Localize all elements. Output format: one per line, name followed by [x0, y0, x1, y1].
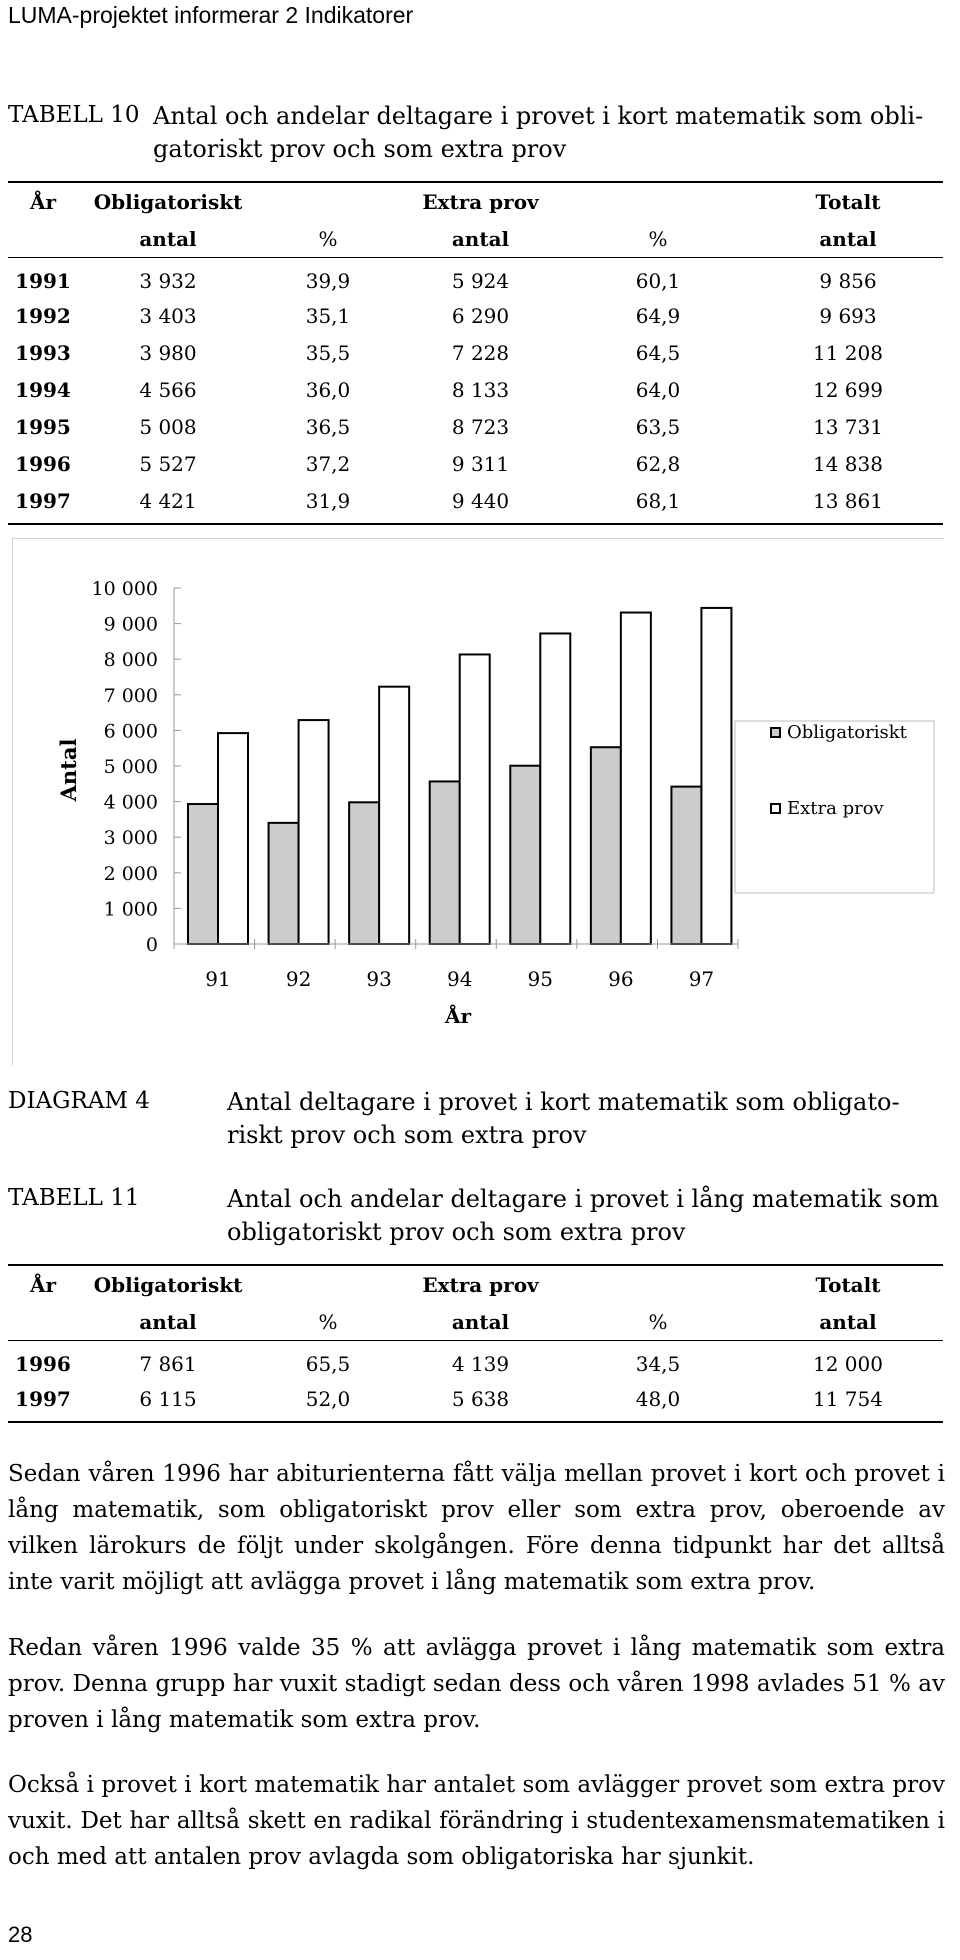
table-row [8, 482, 943, 524]
x-tick-label: 94 [446, 967, 473, 991]
x-axis [174, 939, 738, 991]
table10 [8, 181, 943, 525]
cell-obl-pct: 35,5 [305, 340, 351, 365]
paragraph-3: Också i provet i kort matematik har antalet som avlägger provet som extra prov vuxit. Det har alltså skett en radikal förändring i studentexamensmatematiken i och med att antalen prov avlagda som obligatoriska har sjunkit. [8, 1772, 945, 1870]
cell-obl-pct: 39,9 [305, 268, 351, 293]
cell-obl: 7 861 [139, 1351, 197, 1376]
col-header-obligatoriskt: Obligatoriskt [78, 182, 258, 221]
cell-year: 1991 [15, 268, 71, 293]
cell-year: 1996 [15, 451, 71, 476]
cell-total: 11 208 [813, 340, 883, 365]
cell-extra-pct: 64,0 [635, 377, 681, 402]
col-header-extra: Extra prov [398, 1265, 563, 1304]
y-tick-label: 10 000 [91, 578, 158, 600]
y-tick-label: 9 000 [103, 613, 158, 636]
table-row [8, 371, 943, 408]
col-header-obligatoriskt: Obligatoriskt [78, 1265, 258, 1304]
table10-title [153, 100, 943, 166]
table-row [8, 1341, 943, 1381]
cell-year: 1996 [15, 1351, 71, 1376]
cell-obl: 4 566 [139, 377, 197, 402]
col-header-year: År [8, 1265, 78, 1304]
x-axis-label: År [444, 1004, 472, 1028]
cell-extra: 9 440 [398, 482, 563, 524]
x-tick-label: 97 [688, 967, 715, 991]
bars [188, 608, 731, 944]
cell-year: 1995 [15, 414, 71, 439]
running-head: LUMA-projektet informerar 2 Indikatorer [8, 2, 414, 28]
cell-obl-pct: 36,5 [305, 414, 351, 439]
bar-extra-prov [379, 687, 409, 944]
paragraph-1: Sedan våren 1996 har abiturienterna fått välja mellan provet i kort och provet i lång matematik, som obligatoriskt prov eller som extra prov, oberoende av vilken lärokurs de följt under skolgången. Före denna tidpunkt har det alltså inte varit möjligt att avlägga provet i lång matematik som extra prov. [8, 1461, 945, 1595]
table10-title-line2: gatoriskt prov och som extra prov [153, 135, 567, 163]
table11-label: TABELL 11 [8, 1185, 140, 1211]
table-row [8, 258, 943, 298]
bar-obligatoriskt [510, 766, 540, 944]
bar-extra-prov [701, 608, 731, 944]
bar-obligatoriskt [349, 802, 379, 944]
cell-obl-pct: 31,9 [258, 482, 398, 524]
legend [735, 721, 934, 893]
cell-year: 1997 [8, 482, 78, 524]
table-row [8, 445, 943, 482]
cell-year: 1992 [15, 303, 71, 328]
cell-total: 9 693 [819, 303, 877, 328]
cell-obl-pct: 36,0 [305, 377, 351, 402]
cell-extra-pct: 63,5 [635, 414, 681, 439]
cell-total: 12 699 [813, 377, 883, 402]
cell-obl: 3 980 [139, 340, 197, 365]
bar-obligatoriskt [188, 804, 218, 944]
cell-total: 14 838 [813, 451, 883, 476]
table-row [8, 334, 943, 371]
cell-obl-pct: 35,1 [305, 303, 351, 328]
y-axis [92, 578, 181, 956]
col-header-totalt: Totalt [753, 1265, 943, 1304]
cell-obl: 3 403 [139, 303, 197, 328]
col-subheader-percent: % [563, 1304, 753, 1341]
cell-obl: 5 527 [139, 451, 197, 476]
bar-obligatoriskt [430, 781, 460, 944]
col-subheader-percent: % [258, 221, 398, 258]
cell-extra-pct: 68,1 [563, 482, 753, 524]
cell-total: 9 856 [819, 268, 877, 293]
diagram4-title-line1: Antal deltagare i provet i kort matematik som obligato- [227, 1088, 900, 1116]
table-row [8, 1380, 943, 1422]
table11 [8, 1264, 943, 1423]
cell-obl: 5 008 [139, 414, 197, 439]
bar-extra-prov [460, 654, 490, 944]
cell-total: 13 731 [813, 414, 883, 439]
cell-extra-pct: 64,9 [635, 303, 681, 328]
legend-swatch-obligatoriskt [771, 728, 780, 737]
table11-title [227, 1183, 943, 1249]
y-tick-label: 7 000 [103, 684, 158, 707]
cell-extra: 4 139 [451, 1351, 510, 1376]
diagram4-title [227, 1086, 943, 1152]
legend-label-extra: Extra prov [787, 798, 884, 819]
cell-obl: 3 932 [139, 268, 197, 293]
col-header-totalt: Totalt [753, 182, 943, 221]
page-number: 28 [8, 1922, 33, 1947]
cell-extra: 8 133 [451, 377, 510, 402]
paragraph-2: Redan våren 1996 valde 35 % att avlägga provet i lång matematik som extra prov. Denna grupp har vuxit stadigt sedan dess och våren 1998 avlades 51 % av proven i lång matematik som extra prov. [8, 1635, 945, 1733]
bar-obligatoriskt [591, 747, 621, 944]
y-tick-label: 6 000 [103, 720, 158, 743]
cell-year: 1994 [15, 377, 71, 402]
bar-extra-prov [621, 613, 651, 944]
x-tick-label: 95 [527, 967, 554, 991]
x-tick-label: 93 [366, 967, 392, 991]
col-subheader-percent: % [563, 221, 753, 258]
y-tick-label: 3 000 [103, 827, 158, 850]
col-subheader-antal: antal [398, 221, 563, 258]
cell-extra-pct: 60,1 [635, 268, 681, 293]
table-row [8, 297, 943, 334]
cell-extra-pct: 34,5 [635, 1351, 681, 1376]
table-row [8, 408, 943, 445]
cell-total: 11 754 [753, 1380, 943, 1422]
col-subheader-antal: antal [753, 1304, 943, 1341]
cell-extra: 8 723 [451, 414, 510, 439]
cell-obl-pct: 52,0 [258, 1380, 398, 1422]
bar-chart [0, 538, 960, 1064]
cell-extra: 7 228 [451, 340, 510, 365]
y-tick-label: 8 000 [103, 649, 158, 672]
bar-extra-prov [299, 720, 329, 944]
col-subheader-percent: % [258, 1304, 398, 1341]
bar-obligatoriskt [269, 823, 299, 944]
x-tick-label: 92 [285, 967, 312, 991]
cell-extra-pct: 62,8 [635, 451, 681, 476]
table10-title-line1: Antal och andelar deltagare i provet i kort matematik som obli- [153, 102, 924, 130]
col-subheader-antal: antal [398, 1304, 563, 1341]
y-tick-label: 5 000 [103, 756, 158, 778]
y-tick-label: 0 [145, 934, 158, 956]
cell-extra: 6 290 [451, 303, 510, 328]
y-tick-label: 1 000 [103, 898, 158, 921]
cell-extra-pct: 48,0 [563, 1380, 753, 1422]
cell-year: 1997 [8, 1380, 78, 1422]
table11-title-line2: obligatoriskt prov och som extra prov [227, 1218, 686, 1246]
cell-obl-pct: 37,2 [305, 451, 351, 476]
x-tick-label: 91 [205, 967, 231, 991]
y-tick-label: 4 000 [103, 791, 158, 814]
col-subheader-antal: antal [78, 221, 258, 258]
cell-year: 1993 [15, 340, 71, 365]
cell-extra: 9 311 [451, 451, 510, 476]
cell-total: 13 861 [753, 482, 943, 524]
legend-label-obligatoriskt: Obligatoriskt [787, 722, 907, 743]
bar-extra-prov [540, 633, 570, 944]
bar-extra-prov [218, 733, 248, 944]
col-subheader-antal: antal [78, 1304, 258, 1341]
cell-total: 12 000 [813, 1351, 883, 1376]
cell-obl: 6 115 [78, 1380, 258, 1422]
diagram4-title-line2: riskt prov och som extra prov [227, 1121, 587, 1149]
x-tick-label: 96 [608, 967, 634, 991]
col-header-extra: Extra prov [398, 182, 563, 221]
legend-swatch-extra [771, 804, 780, 813]
cell-obl-pct: 65,5 [305, 1351, 351, 1376]
cell-extra: 5 924 [451, 268, 510, 293]
cell-extra: 5 638 [398, 1380, 563, 1422]
diagram4-label: DIAGRAM 4 [8, 1088, 150, 1114]
table11-title-line1: Antal och andelar deltagare i provet i lång matematik som [227, 1185, 939, 1213]
y-tick-label: 2 000 [103, 862, 158, 885]
table10-label: TABELL 10 [8, 102, 140, 128]
y-axis-label: Antal [56, 738, 81, 802]
cell-obl: 4 421 [78, 482, 258, 524]
col-header-year: År [8, 182, 78, 221]
col-subheader-antal: antal [753, 221, 943, 258]
cell-extra-pct: 64,5 [635, 340, 681, 365]
bar-obligatoriskt [671, 787, 701, 944]
